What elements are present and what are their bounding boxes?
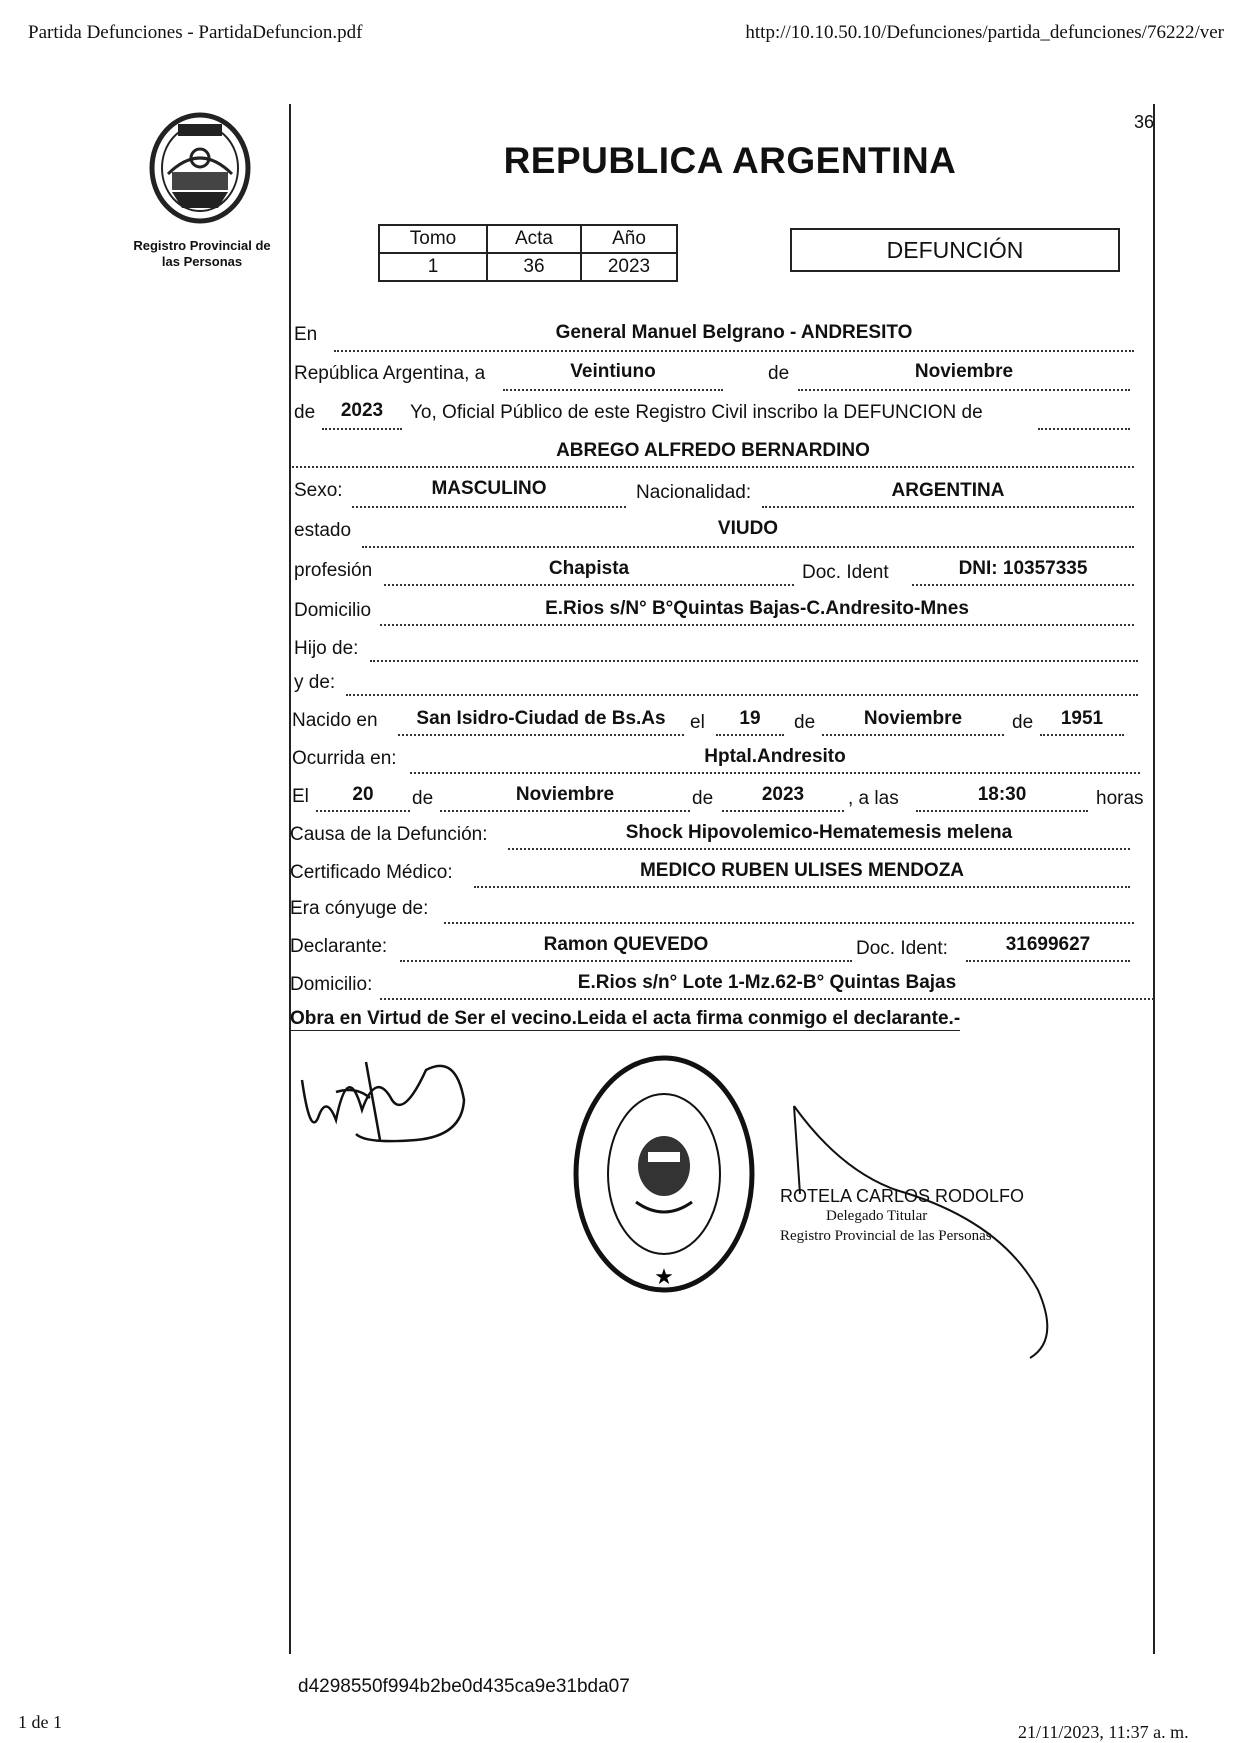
dotted-line bbox=[384, 584, 794, 586]
label-doc-ident: Doc. Ident bbox=[802, 562, 889, 583]
label-certificado: Certificado Médico: bbox=[290, 862, 453, 883]
dotted-line bbox=[322, 428, 402, 430]
dotted-line bbox=[474, 886, 1130, 888]
label-de: de bbox=[692, 788, 714, 809]
dotted-line bbox=[822, 734, 1004, 736]
label-estado: estado bbox=[294, 520, 352, 541]
dotted-line bbox=[380, 998, 1154, 1000]
field-ocurrida-en: Hptal.Andresito bbox=[704, 746, 846, 767]
dotted-line bbox=[444, 922, 1134, 924]
label-domicilio: Domicilio: bbox=[290, 974, 373, 995]
field-certificado: MEDICO RUBEN ULISES MENDOZA bbox=[639, 860, 965, 881]
field-hora: 18:30 bbox=[977, 784, 1027, 805]
field-nac-dia: 19 bbox=[739, 708, 761, 729]
ref-header-tomo: Tomo bbox=[379, 225, 487, 253]
official-role: Delegado Titular bbox=[826, 1208, 928, 1224]
official-org: Registro Provincial de las Personas bbox=[780, 1228, 992, 1244]
label-horas: horas bbox=[1096, 788, 1144, 809]
label-de: de bbox=[412, 788, 434, 809]
svg-text:★: ★ bbox=[654, 1265, 674, 1290]
label-de: de bbox=[768, 363, 790, 384]
dotted-line bbox=[912, 584, 1134, 586]
label-de: de bbox=[794, 712, 816, 733]
field-def-anio: 2023 bbox=[761, 784, 805, 805]
field-causa: Shock Hipovolemico-Hematemesis melena bbox=[625, 822, 1013, 843]
dotted-line bbox=[380, 624, 1134, 626]
official-signature-block bbox=[780, 1186, 1024, 1246]
label-republica: República Argentina, a bbox=[294, 363, 486, 384]
label-el: el bbox=[690, 712, 705, 733]
print-timestamp: 21/11/2023, 11:37 a. m. bbox=[1018, 1722, 1189, 1742]
field-dia: Veintiuno bbox=[570, 361, 656, 382]
dotted-line bbox=[362, 546, 1134, 548]
label-ocurrida-en: Ocurrida en: bbox=[292, 748, 397, 769]
dotted-line bbox=[1040, 734, 1124, 736]
dotted-line bbox=[916, 810, 1088, 812]
dotted-line bbox=[292, 466, 1134, 468]
dotted-line bbox=[400, 960, 852, 962]
right-border bbox=[1153, 104, 1155, 1654]
ref-value-acta: 36 bbox=[487, 253, 581, 281]
delegation-stamp-icon bbox=[570, 1052, 758, 1296]
document-title: REPUBLICA ARGENTINA bbox=[503, 140, 957, 181]
label-y-de: y de: bbox=[294, 672, 336, 693]
dotted-line bbox=[334, 350, 1134, 352]
document-hash: d4298550f994b2be0d435ca9e31bda07 bbox=[298, 1676, 630, 1697]
field-declarante-domicilio: E.Rios s/n° Lote 1-Mz.62-B° Quintas Bajas bbox=[577, 972, 957, 993]
print-title: Partida Defunciones - PartidaDefuncion.pdf bbox=[28, 22, 363, 43]
page-count: 1 de 1 bbox=[18, 1712, 62, 1732]
dotted-line bbox=[722, 810, 844, 812]
label-yo: Yo, Oficial Público de este Registro Civil inscribo la DEFUNCION de bbox=[410, 402, 983, 423]
reference-table bbox=[378, 224, 678, 282]
label-sexo: Sexo: bbox=[294, 480, 343, 501]
label-domicilio: Domicilio bbox=[294, 600, 372, 621]
closing-statement: Obra en Virtud de Ser el vecino.Leida el acta firma conmigo el declarante.- bbox=[290, 1008, 961, 1029]
ref-value-tomo: 1 bbox=[379, 253, 487, 281]
dotted-line bbox=[316, 810, 410, 812]
label-de: de bbox=[1012, 712, 1034, 733]
field-nac-anio: 1951 bbox=[1060, 708, 1104, 729]
print-url: http://10.10.50.10/Defunciones/partida_defunciones/76222/ver bbox=[745, 22, 1224, 43]
document-type-box: DEFUNCIÓN bbox=[790, 228, 1120, 272]
dotted-line bbox=[398, 734, 684, 736]
field-lugar: General Manuel Belgrano - ANDRESITO bbox=[555, 322, 913, 343]
field-declarante-doc: 31699627 bbox=[1005, 934, 1091, 955]
label-de: de bbox=[294, 402, 316, 423]
dotted-line bbox=[716, 734, 784, 736]
dotted-line bbox=[762, 506, 1134, 508]
field-def-dia: 20 bbox=[352, 784, 374, 805]
field-mes: Noviembre bbox=[914, 361, 1014, 382]
dotted-line bbox=[352, 506, 626, 508]
ref-header-acta: Acta bbox=[487, 225, 581, 253]
label-causa: Causa de la Defunción: bbox=[290, 824, 488, 845]
field-estado: VIUDO bbox=[717, 518, 779, 539]
field-declarante: Ramon QUEVEDO bbox=[543, 934, 709, 955]
field-nacido-en: San Isidro-Ciudad de Bs.As bbox=[416, 708, 666, 729]
label-doc-ident: Doc. Ident: bbox=[856, 938, 948, 959]
field-nombre: ABREGO ALFREDO BERNARDINO bbox=[556, 440, 870, 461]
label-nacido-en: Nacido en bbox=[292, 710, 378, 731]
province-seal-icon bbox=[148, 112, 252, 224]
dotted-line bbox=[508, 848, 1130, 850]
dotted-line bbox=[440, 810, 690, 812]
field-nac-mes: Noviembre bbox=[863, 708, 963, 729]
field-anio: 2023 bbox=[340, 400, 384, 421]
dotted-line bbox=[346, 694, 1138, 696]
field-sexo: MASCULINO bbox=[431, 478, 547, 499]
dotted-line bbox=[370, 660, 1138, 662]
official-name: ROTELA CARLOS RODOLFO bbox=[780, 1186, 1025, 1206]
label-a-las: , a las bbox=[848, 788, 899, 809]
field-def-mes: Noviembre bbox=[515, 784, 615, 805]
field-domicilio: E.Rios s/N° B°Quintas Bajas-C.Andresito-Mnes bbox=[545, 598, 969, 619]
dotted-line bbox=[966, 960, 1130, 962]
ref-value-anio: 2023 bbox=[581, 253, 677, 281]
dotted-line bbox=[1038, 428, 1130, 430]
label-conyuge: Era cónyuge de: bbox=[290, 898, 429, 919]
declarant-signature-icon bbox=[296, 1040, 472, 1160]
label-nacionalidad: Nacionalidad: bbox=[636, 482, 752, 503]
field-documento: DNI: 10357335 bbox=[958, 558, 1088, 579]
ref-header-anio: Año bbox=[581, 225, 677, 253]
label-en: En bbox=[294, 324, 318, 345]
dotted-line bbox=[410, 772, 1140, 774]
dotted-line bbox=[503, 389, 723, 391]
label-hijo-de: Hijo de: bbox=[294, 638, 359, 659]
page-number: 36 bbox=[1134, 112, 1155, 132]
dotted-line bbox=[798, 389, 1130, 391]
registry-caption: Registro Provincial de las Personas bbox=[133, 238, 271, 269]
label-profesion: profesión bbox=[294, 560, 373, 581]
field-nacionalidad: ARGENTINA bbox=[891, 480, 1005, 501]
label-declarante: Declarante: bbox=[290, 936, 388, 957]
label-el: El bbox=[292, 786, 309, 807]
field-profesion: Chapista bbox=[548, 558, 630, 579]
